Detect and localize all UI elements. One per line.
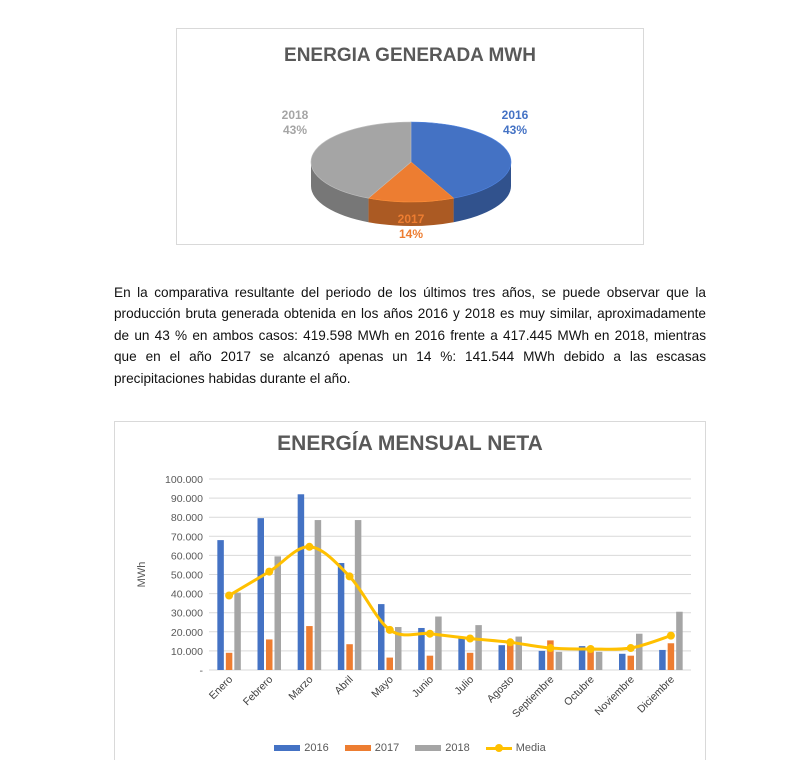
x-tick-label: Marzo	[286, 673, 316, 703]
legend-swatch-2017	[345, 745, 371, 751]
legend-swatch-2016	[274, 745, 300, 751]
x-tick-label: Febrero	[240, 673, 276, 709]
legend-label-2016: 2016	[304, 742, 329, 754]
series-Media	[225, 543, 675, 653]
bar-2016-Septiembre	[539, 651, 546, 670]
line-Media	[229, 547, 671, 650]
bar-2018-Junio	[435, 617, 442, 670]
y-tick-label: 80.000	[170, 512, 203, 525]
bar-2017-Marzo	[306, 626, 313, 670]
bar-2016-Enero	[217, 540, 224, 670]
legend-item-2018	[415, 742, 469, 754]
bar-2017-Diciembre	[668, 643, 675, 670]
x-tick-label: Agosto	[484, 673, 517, 706]
legend-item-2016	[274, 742, 328, 754]
bar-2016-Diciembre	[659, 650, 666, 670]
bar-2016-Mayo	[378, 604, 385, 670]
bar-2018-Diciembre	[676, 612, 683, 670]
bar-2016-Marzo	[298, 494, 305, 670]
bar-2018-Octubre	[596, 652, 603, 670]
comparison-paragraph: En la comparativa resultante del periodo de los últimos tres años, se puede observar que la producción bruta generada obtenida en los años 2016 y 2018 es muy similar, aproximadamente de un 43 % en ambos casos: 419.598 MWh en 2016 frente a 417.445 MWh en 2018, mientras que en el año 2017 se alcanzó apenas un 14 %: 141.544 MWh debido a las escasas precipitaciones habidas durante el año.	[114, 285, 706, 386]
x-tick-label: Noviembre	[592, 673, 637, 719]
point-Media-Abril	[346, 572, 354, 580]
pie-chart	[177, 29, 645, 246]
point-Media-Marzo	[305, 543, 313, 551]
x-tick-label: Abril	[332, 673, 356, 697]
bar-chart-title: ENERGÍA MENSUAL NETA	[277, 432, 543, 455]
x-tick-label: Julio	[452, 673, 477, 698]
bar-chart	[115, 422, 707, 761]
pie-percent-2017: 14%	[398, 227, 424, 241]
bar-2018-Abril	[355, 520, 362, 670]
bar-2017-Febrero	[266, 639, 273, 670]
bar-2017-Julio	[467, 653, 474, 670]
bar-2016-Abril	[338, 563, 345, 670]
y-tick-label: 60.000	[170, 550, 203, 563]
bar-chart-panel	[114, 421, 706, 760]
bar-2018-Noviembre	[636, 634, 643, 670]
point-Media-Diciembre	[667, 632, 675, 640]
legend-label-2017: 2017	[374, 742, 400, 754]
y-tick-label: 10.000	[170, 645, 203, 658]
x-tick-label: Septiembre	[510, 673, 557, 721]
point-Media-Noviembre	[627, 644, 635, 652]
pie-label-2017: 2017	[397, 212, 425, 226]
point-Media-Septiembre	[546, 644, 554, 652]
bar-2016-Febrero	[258, 518, 265, 670]
y-tick-label: 50.000	[170, 569, 203, 582]
bar-2016-Noviembre	[619, 654, 626, 670]
y-tick-label: 90.000	[170, 493, 203, 506]
pie-percent-2016: 43%	[502, 123, 528, 137]
pie-label-2016: 2016	[501, 108, 529, 122]
bar-2016-Agosto	[499, 645, 506, 670]
legend-swatch-2018	[415, 745, 441, 751]
legend-item-media	[486, 742, 546, 754]
y-tick-label: 100.000	[165, 474, 203, 486]
bar-2018-Septiembre	[556, 652, 563, 670]
bar-2018-Enero	[234, 593, 241, 670]
bar-2017-Enero	[226, 653, 233, 670]
point-Media-Mayo	[386, 626, 394, 634]
x-tick-label: Enero	[206, 673, 236, 702]
pie-chart-title: ENERGIA GENERADA MWH	[284, 45, 536, 66]
bar-2017-Junio	[427, 656, 434, 670]
bar-2017-Abril	[346, 644, 353, 670]
legend-label-media: Media	[515, 742, 546, 754]
point-Media-Enero	[225, 592, 233, 600]
point-Media-Octubre	[587, 645, 595, 653]
bar-2018-Agosto	[516, 637, 523, 670]
x-tick-label: Junio	[409, 673, 437, 700]
x-tick-label: Diciembre	[635, 673, 678, 716]
chart-legend	[115, 742, 705, 754]
bar-2018-Marzo	[315, 520, 322, 670]
bar-2017-Agosto	[507, 643, 514, 670]
bar-2018-Febrero	[275, 556, 282, 670]
y-tick-label: -	[199, 665, 203, 677]
point-Media-Febrero	[265, 568, 273, 576]
point-Media-Julio	[466, 634, 474, 642]
y-grid	[209, 479, 691, 670]
point-Media-Junio	[426, 630, 434, 638]
pie-percent-2018: 43%	[282, 123, 308, 137]
bar-2016-Julio	[458, 638, 465, 670]
y-axis-label: MWh	[136, 561, 148, 588]
x-tick-label: Mayo	[369, 673, 396, 701]
y-tick-label: 30.000	[170, 607, 203, 620]
y-tick-label: 40.000	[170, 588, 203, 601]
y-tick-label: 20.000	[170, 626, 203, 639]
bar-2018-Julio	[475, 625, 482, 670]
bar-2017-Noviembre	[628, 656, 635, 670]
legend-label-2018: 2018	[445, 742, 470, 754]
x-tick-label: Octubre	[561, 673, 597, 709]
pie-chart-panel	[176, 28, 644, 245]
bar-2017-Mayo	[387, 658, 394, 670]
legend-swatch-media	[486, 742, 512, 754]
legend-item-2017	[345, 742, 399, 754]
y-tick-label: 70.000	[170, 531, 203, 544]
point-Media-Agosto	[506, 638, 514, 646]
pie-label-2018: 2018	[281, 108, 309, 122]
